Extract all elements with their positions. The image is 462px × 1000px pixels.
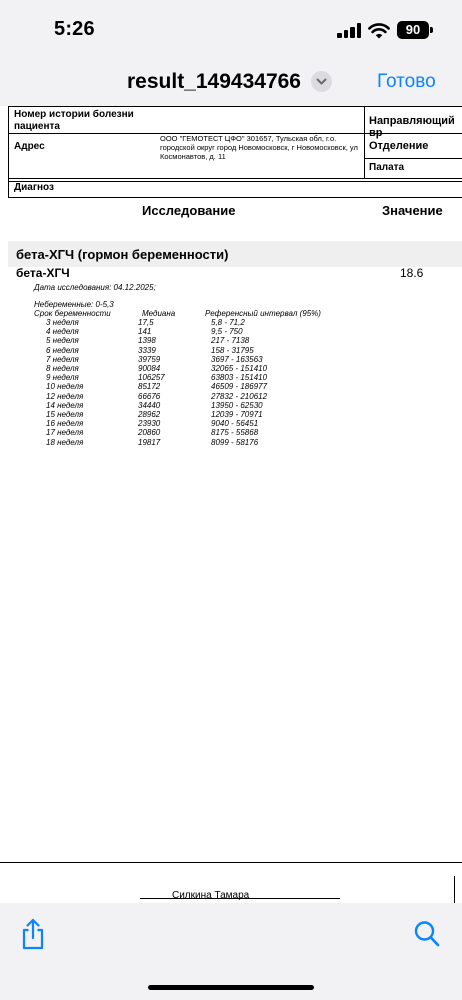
department-label: Отделение xyxy=(369,140,429,152)
done-button[interactable]: Готово xyxy=(377,71,436,92)
ref-row-week: 6 неделя xyxy=(46,345,79,355)
test-value: 18.6 xyxy=(400,266,424,280)
table-border xyxy=(8,106,9,197)
ref-row-median: 90084 xyxy=(138,364,161,373)
ref-row-week: 14 неделя xyxy=(46,400,84,410)
ref-col-median-header: Медиана xyxy=(142,309,176,318)
ref-row-range: 217 - 7138 xyxy=(211,336,250,346)
ref-row-median: 20860 xyxy=(138,428,161,438)
cellular-signal-icon xyxy=(337,23,361,38)
battery-indicator: 90 xyxy=(397,21,429,39)
page-divider xyxy=(0,862,462,863)
ref-row-median: 28962 xyxy=(138,410,161,419)
ref-row-median: 66676 xyxy=(138,391,161,401)
table-border xyxy=(8,106,462,107)
ref-row-range: 46509 - 186977 xyxy=(211,382,268,392)
study-date: Дата исследования: 04.12.2025; xyxy=(34,283,156,292)
navigation-bar xyxy=(0,60,462,106)
ref-row-median: 19817 xyxy=(138,437,161,447)
ref-row-week: 3 неделя xyxy=(46,318,79,327)
table-border xyxy=(454,876,455,903)
ref-row-range: 5,8 - 71,2 xyxy=(211,318,245,327)
ref-row-range: 158 - 31795 xyxy=(211,345,254,355)
ref-row-range: 9,5 - 750 xyxy=(211,327,243,337)
ref-col-term-header: Срок беременности xyxy=(34,309,111,318)
chevron-down-icon xyxy=(311,71,332,92)
ref-row-week: 15 неделя xyxy=(46,410,84,419)
ref-row-median: 106257 xyxy=(138,373,165,383)
wifi-icon xyxy=(368,21,390,39)
home-indicator xyxy=(148,985,314,990)
document-page[interactable] xyxy=(0,106,462,903)
ref-row-week: 7 неделя xyxy=(46,354,79,364)
share-icon xyxy=(20,917,46,951)
document-title[interactable]: result_149434766 xyxy=(127,70,301,93)
ref-row-median: 39759 xyxy=(138,354,161,364)
search-button[interactable] xyxy=(413,919,441,949)
patient-history-label: Номер истории болезни пациента xyxy=(14,109,134,132)
section-title: бета-ХГЧ (гормон беременности) xyxy=(16,247,229,262)
table-border xyxy=(8,197,462,198)
ref-row-median: 85172 xyxy=(138,382,161,392)
table-border xyxy=(8,178,462,179)
ref-row-median: 1398 xyxy=(138,336,156,346)
ref-row-week: 16 неделя xyxy=(46,419,84,429)
ref-row-median: 34440 xyxy=(138,400,161,410)
address-label: Адрес xyxy=(14,141,45,152)
ref-row-week: 17 неделя xyxy=(46,428,84,438)
ref-row-range: 13950 - 62530 xyxy=(211,400,263,410)
search-icon xyxy=(413,919,441,949)
ward-label: Палата xyxy=(369,162,405,173)
ref-row-range: 3697 - 163563 xyxy=(211,354,263,364)
ref-row-week: 12 неделя xyxy=(46,391,84,401)
table-border xyxy=(364,158,462,159)
ref-row-range: 12039 - 70971 xyxy=(211,410,263,419)
ref-row-median: 23930 xyxy=(138,419,161,429)
ref-row-week: 9 неделя xyxy=(46,373,79,383)
referring-doctor-label: Направляющий вр xyxy=(369,115,455,139)
test-name: бета-ХГЧ xyxy=(16,266,70,280)
ref-row-range: 32065 - 151410 xyxy=(211,364,268,373)
ref-row-week: 10 неделя xyxy=(46,382,84,392)
ref-row-range: 8175 - 55868 xyxy=(211,428,259,438)
column-header-study: Исследование xyxy=(142,203,236,218)
signer-name: Силкина Тамара xyxy=(172,890,250,901)
ref-row-week: 4 неделя xyxy=(46,327,79,337)
table-border xyxy=(364,106,365,178)
battery-tip xyxy=(430,27,433,33)
ref-row-range: 9040 - 56451 xyxy=(211,419,259,429)
ref-row-week: 8 неделя xyxy=(46,364,79,373)
ref-row-week: 5 неделя xyxy=(46,336,79,346)
ref-row-median: 17,5 xyxy=(138,318,154,327)
share-button[interactable] xyxy=(20,917,46,951)
ref-row-range: 8099 - 58176 xyxy=(211,437,259,447)
title-menu-button[interactable] xyxy=(311,71,332,92)
non-pregnant-reference: Небеременные: 0-5,3 xyxy=(34,300,114,309)
ref-row-range: 27832 - 210612 xyxy=(211,391,268,401)
diagnosis-label: Диагноз xyxy=(14,182,54,193)
address-value: ООО "ГЕМОТЕСТ ЦФО" 301657, Тульская обл, г.о. городской округ город Новомосковск, г Новомосковск, ул Космонавтов, д. 11 xyxy=(160,134,358,161)
status-time: 5:26 xyxy=(54,18,95,40)
status-bar xyxy=(0,0,462,60)
ref-row-median: 3339 xyxy=(138,345,156,355)
table-border xyxy=(8,181,462,182)
bottom-toolbar xyxy=(0,903,462,1000)
ref-row-week: 18 неделя xyxy=(46,437,84,447)
ref-row-median: 141 xyxy=(138,327,152,337)
column-header-value: Значение xyxy=(382,203,443,218)
ref-row-range: 63803 - 151410 xyxy=(211,373,268,383)
ref-col-range-header: Референсный интервал (95%) xyxy=(205,309,321,318)
